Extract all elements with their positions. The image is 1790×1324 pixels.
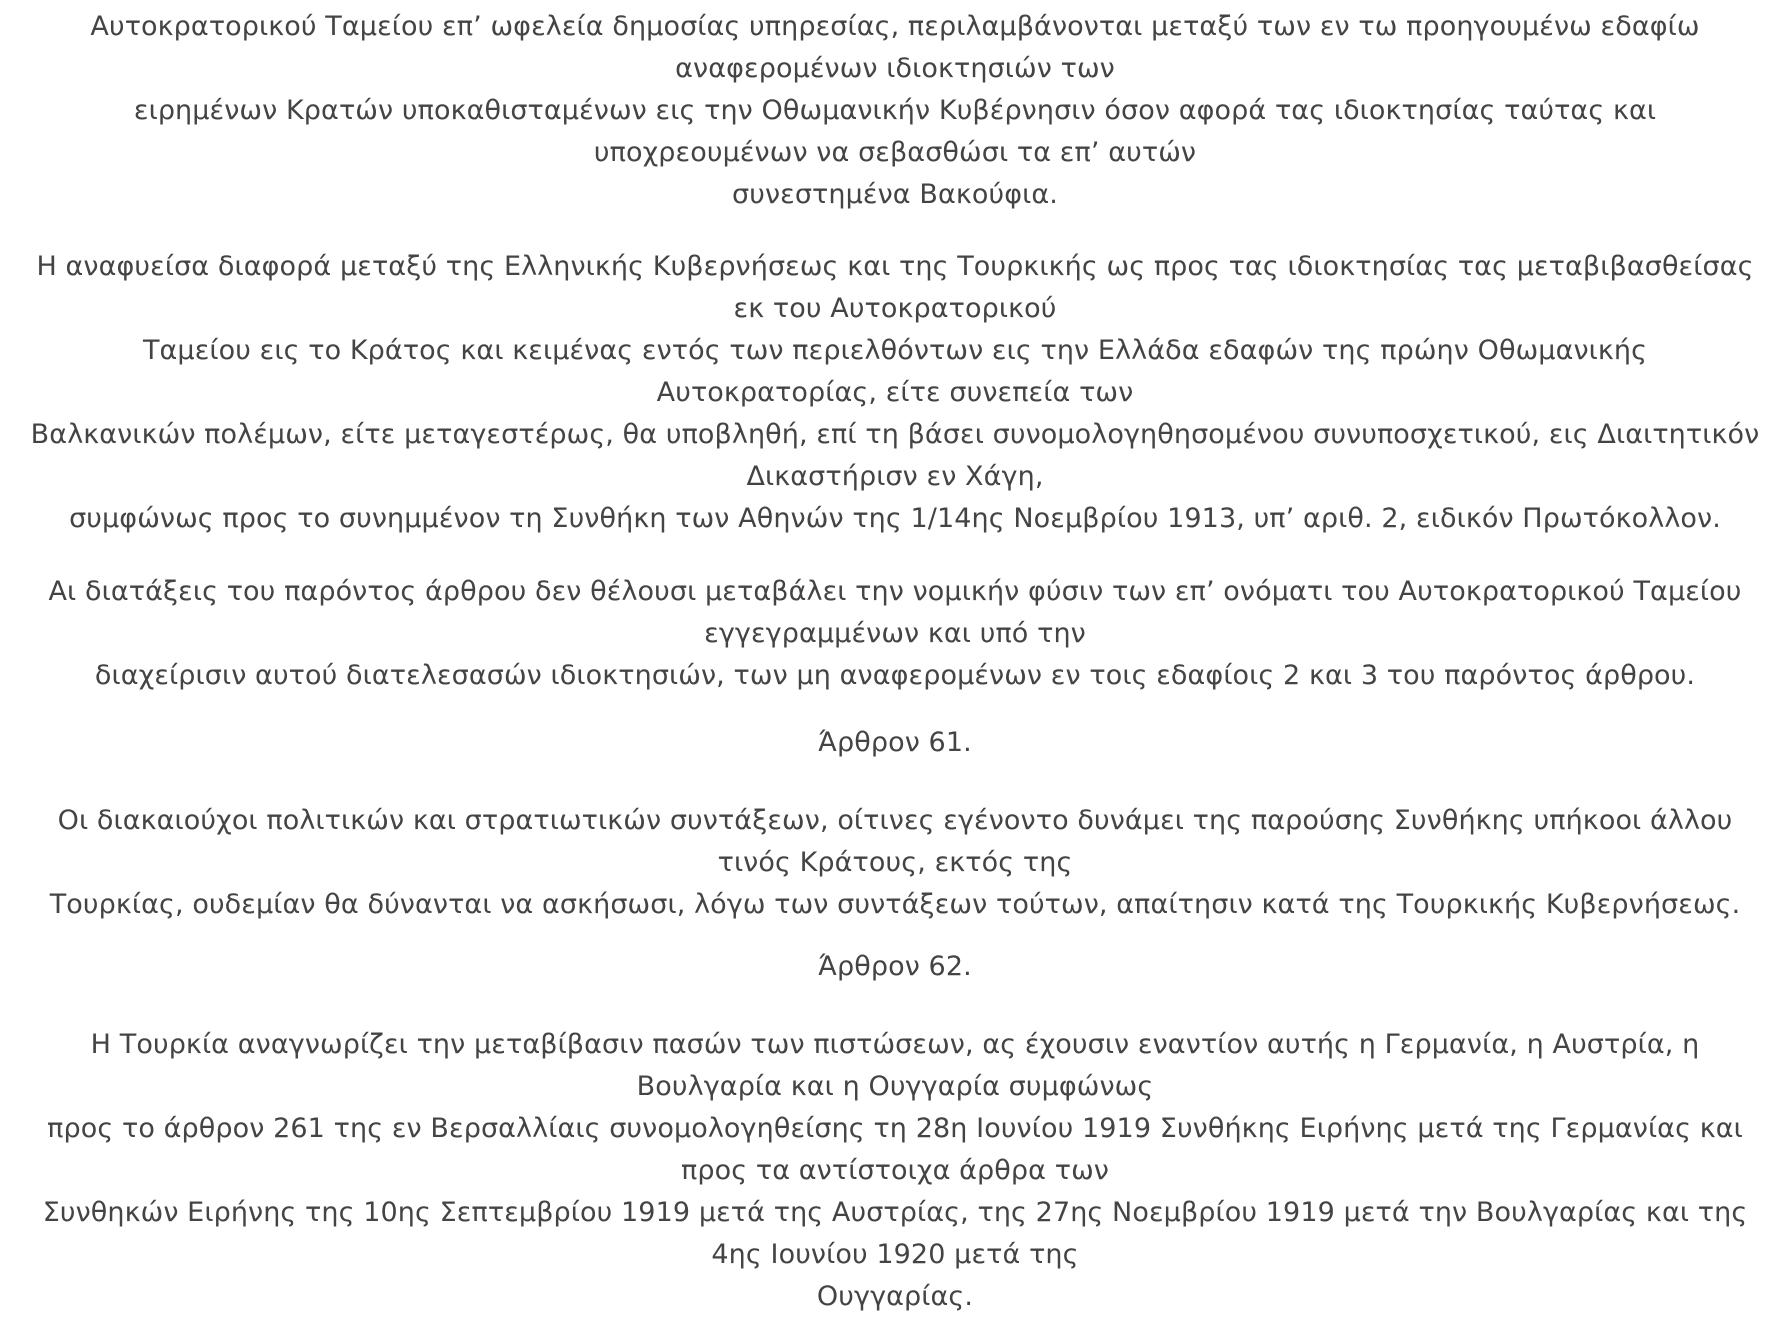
text-line: Αυτοκρατορικού Ταμείου επ’ ωφελεία δημοσίας υπηρεσίας, περιλαμβάνονται μεταξύ των εν τω προηγουμένω εδαφίω αναφερομένων ιδιοκτησιών των bbox=[90, 11, 1700, 84]
paragraph-treasury-properties bbox=[30, 6, 1760, 216]
article-heading-61 bbox=[30, 722, 1760, 764]
text-line: Βαλκανικών πολέμων, είτε μεταγεστέρως, θα υποβληθή, επί τη βάσει συνομολογηθησομένου συνυποσχετικού, εις Διαιτητικόν Δικαστήρισν εν Χάγη, bbox=[30, 419, 1760, 492]
paragraph-pensions bbox=[30, 800, 1760, 926]
text-line: Αι διατάξεις του παρόντος άρθρου δεν θέλουσι μεταβάλει την νομικήν φύσιν των επ’ ονόματι του Αυτοκρατορικού Ταμείου εγγεγραμμένων και υπό την bbox=[48, 576, 1742, 649]
text-line: Οι διακαιούχοι πολιτικών και στρατιωτικών συντάξεων, οίτινες εγένοντο δυνάμει της παρούσης Συνθήκης υπήκοοι άλλου τινός Κράτους, εκτός της bbox=[57, 805, 1733, 878]
text-line: συμφώνως προς το συνημμένον τη Συνθήκη των Αθηνών της 1/14ης Νοεμβρίου 1913, υπ’ αριθ. 2, ειδικόν Πρωτόκολλον. bbox=[69, 503, 1721, 534]
article-heading-62 bbox=[30, 946, 1760, 988]
paragraph-provisions bbox=[30, 571, 1760, 697]
text-line: Η αναφυείσα διαφορά μεταξύ της Ελληνικής Κυβερνήσεως και της Τουρκικής ως προς τας ιδιοκτησίας τας μεταβιβασθείσας εκ του Αυτοκρατορικού bbox=[36, 251, 1754, 324]
text-line: Η Τουρκία αναγνωρίζει την μεταβίβασιν πασών των πιστώσεων, ας έχουσιν εναντίον αυτής η Γερμανία, η Αυστρία, η Βουλγαρία και η Ουγγαρία συμφώνως bbox=[90, 1029, 1700, 1102]
text-line: Συνθηκών Ειρήνης της 10ης Σεπτεμβρίου 1919 μετά της Αυστρίας, της 27ης Νοεμβρίου 1919 μετά την Βουλγαρίας και της 4ης Ιουνίου 1920 μετά της bbox=[42, 1197, 1748, 1270]
text-line: ειρημένων Κρατών υποκαθισταμένων εις την Οθωμανικήν Κυβέρνησιν όσον αφορά τας ιδιοκτησίας ταύτας και υποχρεουμένων να σεβασθώσι τα επ’ αυτών bbox=[133, 95, 1657, 168]
article-title: Άρθρον 62. bbox=[818, 951, 972, 982]
paragraph-credits-transfer bbox=[30, 1024, 1760, 1318]
text-line: Τουρκίας, ουδεμίαν θα δύνανται να ασκήσωσι, λόγω των συντάξεων τούτων, απαίτησιν κατά της Τουρκικής Κυβερνήσεως. bbox=[49, 889, 1741, 920]
text-line: Ταμείου εις το Κράτος και κειμένας εντός των περιελθόντων εις την Ελλάδα εδαφών της πρώην Οθωμανικής Αυτοκρατορίας, είτε συνεπεία των bbox=[142, 335, 1648, 408]
paragraph-dispute bbox=[30, 246, 1760, 540]
text-line: διαχείρισιν αυτού διατελεσασών ιδιοκτησιών, των μη αναφερομένων εν τοις εδαφίοις 2 και 3 του παρόντος άρθρου. bbox=[94, 660, 1696, 691]
text-line: Ουγγαρίας. bbox=[816, 1281, 974, 1312]
text-line: συνεστημένα Βακούφια. bbox=[732, 179, 1058, 210]
article-title: Άρθρον 61. bbox=[818, 727, 972, 758]
text-line: προς το άρθρον 261 της εν Βερσαλλίαις συνομολογηθείσης τη 28η Ιουνίου 1919 Συνθήκης Ειρήνης μετά της Γερμανίας και προς τα αντίστοιχα άρθρα των bbox=[47, 1113, 1743, 1186]
